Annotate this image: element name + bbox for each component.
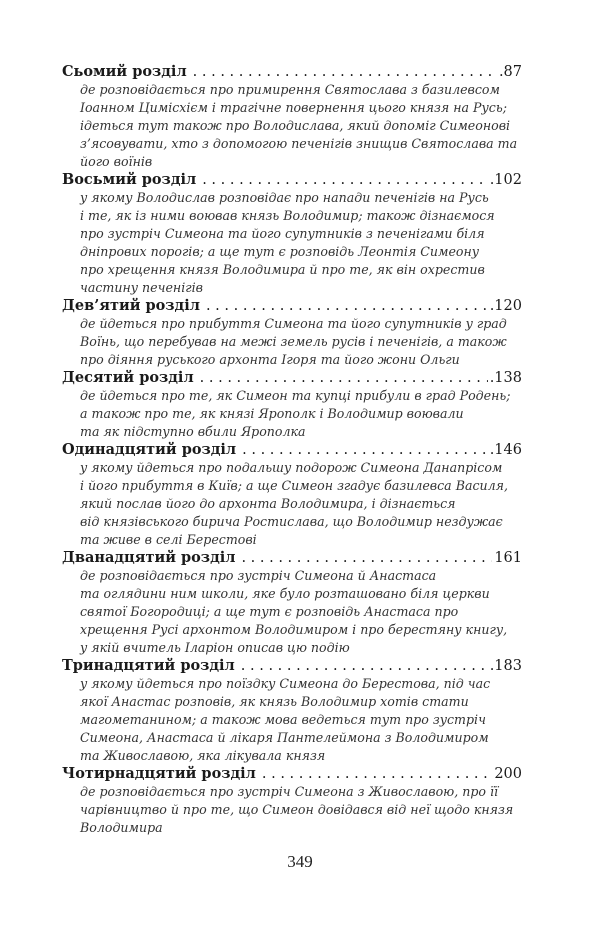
summary-line: та як підступно вбили Ярополка: [80, 424, 306, 439]
summary-line: ідеться тут також про Володислава, який допоміг Симеонові: [80, 118, 511, 133]
dot-leader: [200, 369, 488, 387]
summary-line: від князівського бирича Ростислава, що Володимир нездужає: [80, 514, 503, 529]
chapter-page: .138: [489, 370, 522, 386]
summary-line: частину печенігів: [80, 280, 203, 295]
chapter-summary: [62, 675, 522, 765]
summary-line: якої Анастас розповів, як князь Володимир хотів стати: [80, 694, 469, 709]
toc-heading: [62, 549, 522, 567]
summary-line: де йдеться про прибуття Симеона та його супутників у град: [80, 316, 507, 331]
toc-entry: [62, 549, 522, 657]
dot-leader: [193, 63, 497, 81]
chapter-title: Дванадцятий розділ: [62, 549, 236, 566]
summary-line: його воїнів: [80, 154, 153, 169]
toc-heading: [62, 657, 522, 675]
chapter-title: Тринадцятий розділ: [62, 657, 235, 674]
summary-line: святої Богородиці; а ще тут є розповідь Анастаса про: [80, 604, 459, 619]
toc-heading: [62, 441, 522, 459]
summary-line: де розповідається про зустріч Симеона й Анастаса: [80, 568, 437, 583]
chapter-page: .120: [489, 298, 522, 314]
toc-entry: [62, 765, 522, 837]
toc-heading: [62, 369, 522, 387]
toc-heading: [62, 765, 522, 783]
toc-heading: [62, 63, 522, 81]
dot-leader: [262, 765, 492, 783]
page-number: 349: [287, 852, 313, 871]
summary-line: де розповідається про зустріч Симеона з Живославою, про її: [80, 784, 499, 799]
chapter-title: Десятий розділ: [62, 369, 194, 386]
summary-line: чарівництво й про те, що Симеон довідався від неї щодо князя: [80, 802, 514, 817]
summary-line: Іоанном Цимісхієм і трагічне повернення цього князя на Русь;: [80, 100, 507, 115]
summary-line: та Живославою, яка лікувала князя: [80, 748, 326, 763]
dot-leader: [242, 441, 488, 459]
summary-line: магометанином; а також мова ведеться тут про зустріч: [80, 712, 486, 727]
chapter-title: Одинадцятий розділ: [62, 441, 237, 458]
chapter-title: Сьомий розділ: [62, 63, 187, 80]
chapter-page: 161: [494, 550, 522, 566]
chapter-summary: [62, 81, 522, 171]
toc-entry: [62, 171, 522, 297]
summary-line: про діяння руського архонта Ігоря та його жони Ольги: [80, 352, 460, 367]
summary-line: про зустріч Симеона та його супутників з печенігами біля: [80, 226, 485, 241]
dot-leader: [202, 171, 487, 189]
summary-line: який послав його до архонта Володимира, і дізнається: [80, 496, 456, 511]
toc-heading: [62, 171, 522, 189]
summary-line: про хрещення князя Володимира й про те, як він охрестив: [80, 262, 485, 277]
summary-line: де йдеться про те, як Симеон та купці прибули в град Родень;: [80, 388, 511, 403]
summary-line: а також про те, як князі Ярополк і Володимир воювали: [80, 406, 464, 421]
chapter-page: 200: [494, 766, 522, 782]
chapter-page: .102: [489, 172, 522, 188]
chapter-summary: [62, 459, 522, 549]
summary-line: у якому йдеться про подальшу подорож Симеона Данапрісом: [80, 460, 503, 475]
dot-leader: [241, 657, 488, 675]
dot-leader: [241, 549, 492, 567]
summary-line: у якому йдеться про поїздку Симеона до Берестова, під час: [80, 676, 491, 691]
chapter-title: Дев’ятий розділ: [62, 297, 200, 314]
summary-line: хрещення Русі архонтом Володимиром і про берестяну книгу,: [80, 622, 508, 637]
summary-line: та живе в селі Берестові: [80, 532, 257, 547]
chapter-summary: [62, 315, 522, 369]
dot-leader: [206, 297, 488, 315]
table-of-contents: [62, 63, 522, 837]
chapter-title: Чотирнадцятий розділ: [62, 765, 256, 782]
chapter-summary: [62, 783, 522, 837]
toc-entry: [62, 63, 522, 171]
chapter-page: .146: [489, 442, 522, 458]
summary-line: у якій вчитель Іларіон описав цю подію: [80, 640, 350, 655]
summary-line: Воїнь, що перебував на межі земель русів і печенігів, а також: [80, 334, 507, 349]
summary-line: і його прибуття в Київ; а ще Симеон згадує базилевса Василя,: [80, 478, 508, 493]
summary-line: дніпрових порогів; а ще тут є розповідь Леонтія Симеону: [80, 244, 480, 259]
toc-entry: [62, 657, 522, 765]
chapter-page: .87: [498, 64, 522, 80]
chapter-page: .183: [489, 658, 522, 674]
toc-entry: [62, 297, 522, 369]
toc-entry: [62, 441, 522, 549]
chapter-title: Восьмий розділ: [62, 171, 197, 188]
chapter-summary: [62, 387, 522, 441]
toc-entry: [62, 369, 522, 441]
summary-line: з’ясовувати, хто з допомогою печенігів знищив Святослава та: [80, 136, 518, 151]
summary-line: Володимира: [80, 820, 163, 835]
toc-heading: [62, 297, 522, 315]
chapter-summary: [62, 189, 522, 297]
summary-line: та оглядини ним школи, яке було розташовано біля церкви: [80, 586, 490, 601]
summary-line: і те, як із ними воював князь Володимир; також дізнаємося: [80, 208, 495, 223]
summary-line: Симеона, Анастаса й лікаря Пантелеймона з Володимиром: [80, 730, 489, 745]
summary-line: у якому Володислав розповідає про напади печенігів на Русь: [80, 190, 489, 205]
chapter-summary: [62, 567, 522, 657]
summary-line: де розповідається про примирення Святослава з базилевсом: [80, 82, 500, 97]
